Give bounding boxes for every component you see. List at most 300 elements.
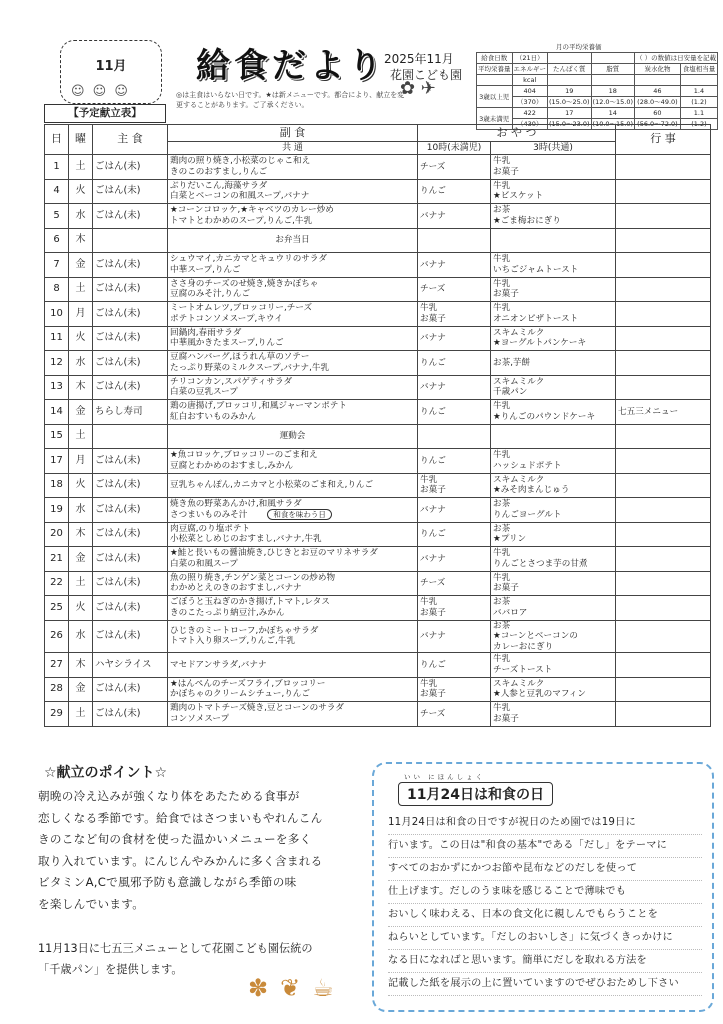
side-dish-cell-text: 紅白おすいものみかん [170,411,256,422]
day-cell [45,351,69,376]
side-dish-cell [168,204,418,229]
staple-cell-text: ごはん(未) [95,707,141,719]
snack10-cell [418,302,491,327]
side-dish-cell-text: トマト入り卵スープ,りんご,牛乳 [170,636,295,647]
snack10-cell [418,400,491,425]
staple-cell [93,302,168,327]
side-dish-cell [168,571,418,596]
snack10-cell-text: お菓子 [420,313,446,324]
nutri-value: 14 [591,108,635,119]
snack3-cell [491,498,616,523]
snack3-cell [491,351,616,376]
staple-cell [93,326,168,351]
snack3-cell-text: お茶 [493,620,511,631]
event-cell [616,547,711,572]
event-cell [616,400,711,425]
month-label: 11月 [95,59,127,74]
snack3-cell-text: お茶 [493,523,511,534]
day-cell-text: 22 [50,577,63,588]
side-dish-cell [168,653,418,678]
day-cell-text: 1 [53,160,60,172]
menu-points-line: 朝晩の冷え込みが強くなり体をあたためる食事が [38,789,300,803]
table-row [45,620,711,653]
dow-cell [69,498,93,523]
snack10-cell-text: お菓子 [420,689,446,700]
side-dish-cell [168,677,418,702]
snack3-cell-text: ★人参と豆乳のマフィン [493,689,586,700]
nutri-value: 422 [512,108,548,119]
washoku-day-panel [372,762,714,1012]
snack10-cell-text: 牛乳 [420,303,438,314]
snack10-cell [418,424,491,449]
day-cell [45,498,69,523]
staple-cell-text: ちらし寿司 [95,405,143,417]
table-row [45,677,711,702]
snack10-cell [418,179,491,204]
dow-cell-text: 火 [75,185,86,196]
day-cell-text: 27 [50,658,63,670]
day-cell-text: 12 [50,356,63,368]
side-dish-cell-text: 白菜の豆乳スープ [170,387,238,398]
nutrition-table [476,52,718,130]
snack10-cell-text: チーズ [420,708,446,719]
snack3-cell-text: 牛乳 [493,703,511,714]
col-header-staple: 主 食 [93,125,168,155]
snack3-cell-text: 牛乳 [493,278,511,289]
dow-cell [69,228,93,253]
side-dish-cell-text: 鶏肉の照り焼き,小松菜のじゃこ和え [170,156,311,167]
nutrition-caption: 月の平均栄養価 [556,43,602,51]
snack3-cell [491,179,616,204]
day-cell [45,522,69,547]
snack10-cell-text: りんご [420,455,446,466]
day-cell [45,547,69,572]
staple-cell [93,277,168,302]
day-cell [45,473,69,498]
side-dish-cell-text: ぶりだいこん,海藻サラダ [170,180,268,191]
dow-cell [69,277,93,302]
side-dish-cell [168,326,418,351]
snack10-cell-text: りんご [420,186,446,196]
page-title: 給食だより [196,46,386,86]
side-dish-cell-text: かぼちゃのクリームシチュー,りんご [170,689,310,700]
staple-cell-text: ハヤシライス [95,658,152,670]
side-dish-cell [168,302,418,327]
snack3-cell-text: スキムミルク [493,678,545,689]
snack3-cell-text: 牛乳 [493,303,511,314]
nutri-value: 46 [635,86,681,97]
side-dish-cell-text: 中華スープ,りんご [170,264,241,275]
staple-cell [93,677,168,702]
day-cell-text: 6 [53,234,60,245]
side-dish-cell-text: 豆腐ハンバーグ,ほうれん草のソテー [170,352,310,363]
snack3-cell [491,228,616,253]
table-row [45,351,711,376]
snack10-cell-text: バナナ [420,553,446,564]
nutri-ref: (1.2) [680,119,717,130]
nutri-value: 19 [548,86,592,97]
snack3-cell-text: 牛乳 [493,654,511,665]
side-dish-cell-text: きのこのおすまし,りんご [170,166,268,177]
nutri-ref: (28.0〜49.0) [635,97,681,108]
side-dish-cell-text: マセドアンサラダ,バナナ [170,659,267,670]
table-row [45,473,711,498]
washoku-line: おいしく味わえる、日本の食文化に親しんでもらうことを [388,904,702,927]
staple-cell-text: ごはん(未) [95,356,141,368]
side-dish-cell [168,400,418,425]
nutri-unit: kcal [512,75,548,86]
day-cell-text: 5 [53,209,60,221]
side-dish-cell-text: 魚の照り焼き,チンゲン菜とコーンの炒め物 [170,572,336,583]
dow-cell [69,400,93,425]
table-row [45,498,711,523]
side-dish-cell-text: コンソメスープ [170,713,230,724]
snack3-cell [491,702,616,727]
dow-cell [69,596,93,621]
day-cell [45,277,69,302]
snack10-cell [418,596,491,621]
autumn-leaves-icon: ✽❦☕ [248,974,346,1002]
nutri-row-label: 3歳以上児 [477,86,513,108]
table-row [45,424,711,449]
staple-cell-text: ごはん(未) [95,552,141,564]
snack10-cell [418,653,491,678]
menu-points-panel [18,760,358,1010]
nutri-label: 炭水化物 [635,64,681,75]
nutri-ref: （430） [512,119,548,130]
day-cell-text: 13 [50,381,63,392]
day-cell-text: 21 [50,552,63,564]
snack10-cell [418,277,491,302]
side-dish-cell-text: ポテトコンソメスープ,キウイ [170,313,283,324]
day-cell [45,204,69,229]
chitose-pan-line: 11月13日に七五三メニューとして花園こども園伝統の [38,942,313,955]
snack3-cell-text: 千歳パン [493,387,528,398]
side-dish-cell [168,155,418,180]
dow-cell [69,424,93,449]
dow-cell-text: 金 [75,405,86,417]
col-header-snack3: 3時(共通) [491,142,616,155]
snack3-cell [491,253,616,278]
side-dish-cell-text: 小松菜としめじのおすまし,バナナ,牛乳 [170,534,322,545]
snack10-cell [418,375,491,400]
table-row [45,449,711,474]
day-cell [45,620,69,653]
side-dish-cell-text: 豆腐とわかめのおすまし,みかん [170,460,294,471]
day-cell [45,302,69,327]
snack3-cell-text: ハッシュドポテト [493,460,562,471]
snack3-cell-text: カレーおにぎり [493,641,554,652]
dow-cell [69,375,93,400]
staple-cell [93,400,168,425]
dow-cell [69,326,93,351]
side-dish-cell-text: 豆腐のみそ汁,りんご [170,289,251,300]
snack10-cell-text: バナナ [420,259,446,270]
menu-points-line: 恋しくなる季節です。給食ではさつまいもやれんこん [38,810,323,825]
snack10-cell-text: バナナ [420,504,446,515]
event-cell [616,179,711,204]
table-row [45,596,711,621]
col-header-side: 副 食 [168,125,418,142]
snack3-cell-text: お菓子 [493,713,519,724]
dow-cell-text: 月 [75,307,86,319]
dow-cell-text: 月 [75,454,86,466]
snack3-cell-text: 牛乳 [493,254,511,265]
staple-cell-text: ごはん(未) [95,503,141,515]
snack10-cell [418,473,491,498]
year-month: 2025年11月 [384,52,454,66]
snack10-cell-text: チーズ [420,161,446,172]
dow-cell-text: 水 [75,503,86,515]
dow-cell-text: 水 [75,630,86,641]
nutri-label: 食塩相当量 [680,64,717,75]
snack3-cell [491,302,616,327]
staple-cell-text: ごはん(未) [95,160,141,172]
col-header-snack: お や つ [418,125,616,142]
event-cell [616,498,711,523]
dow-cell-text: 火 [75,601,86,613]
staple-cell-text: ごはん(未) [95,454,141,466]
staple-cell-text: ごはん(未) [95,307,141,319]
side-dish-cell-text: ★魚コロッケ,ブロッコリーのごま和え [170,450,318,461]
dow-cell-text: 火 [75,332,86,343]
dow-cell-text: 金 [75,683,86,694]
nutri-value: 60 [635,108,681,119]
side-dish-cell [168,620,418,653]
side-dish-cell [168,253,418,278]
side-dish-cell-text: 白菜とベーコンの和風スープ,バナナ [170,191,310,202]
snack3-cell-text: スキムミルク [493,376,545,387]
dow-cell-text: 木 [75,658,86,670]
side-dish-cell-text: きのこたっぷり納豆汁,みかん [170,607,285,618]
day-cell-text: 4 [53,185,60,196]
snack3-cell [491,547,616,572]
nutri-ref: (1.2) [680,97,717,108]
snack3-cell-text: りんごヨーグルト [493,509,562,520]
washoku-line: 11月24日は和食の日ですが祝日のため園では19日に [388,812,702,835]
origami-crane-icon: ✿ ✈ [400,78,436,99]
snack3-cell [491,653,616,678]
dow-cell [69,253,93,278]
legend-note: ◎は主食はいらない日です。★は新メニューです。都合により、献立を変更することがあります。ご了承ください。 [176,91,405,109]
event-cell [616,204,711,229]
snack10-cell-text: バナナ [420,382,446,392]
side-dish-cell-text: 鶏肉のトマトチーズ焼き,豆とコーンのサラダ [170,703,344,714]
staple-cell [93,620,168,653]
menu-points-line: 取り入れています。にんじんやみかんに多く含まれる [38,853,323,868]
day-cell-text: 29 [50,707,63,719]
nutri-value: 17 [548,108,592,119]
dow-cell-text: 土 [75,707,86,719]
nutri-ref: (56.0〜72.0) [635,119,681,130]
washoku-line: 記載した紙を展示の上に置いていますのでぜひおためし下さい [388,973,702,996]
dow-cell [69,620,93,653]
event-cell [616,155,711,180]
special-day-cell-text: 運動会 [279,431,306,441]
day-cell-text: 7 [53,258,60,270]
snack10-cell-text: 牛乳 [420,474,438,485]
col-header-event: 行 事 [616,125,711,155]
nutri-ref: (12.0〜15.0) [592,98,634,106]
day-cell [45,228,69,253]
day-cell [45,400,69,425]
menu-points-body [38,786,356,915]
snack3-cell-text: ★プリン [493,534,527,545]
day-cell [45,653,69,678]
menu-label: 【予定献立表】 [44,104,166,123]
dow-cell [69,449,93,474]
side-dish-cell [168,179,418,204]
snack3-cell [491,375,616,400]
nutri-head-note: （ ）の数値は日安量を記載 [636,54,717,62]
staple-cell [93,375,168,400]
snack10-cell [418,677,491,702]
snack10-cell [418,702,491,727]
event-cell [616,653,711,678]
day-cell [45,155,69,180]
staple-cell-text: ごはん(未) [95,283,141,294]
day-cell-text: 17 [50,454,63,466]
side-dish-cell-text: ★鮭と長いもの醤油焼き,ひじきとお豆のマリネサラダ [170,548,378,559]
snack10-cell [418,326,491,351]
nutri-label: エネルギー [513,65,546,73]
dow-cell-text: 水 [75,209,86,221]
side-dish-cell [168,596,418,621]
snack10-cell-text: お菓子 [420,607,446,618]
snack10-cell-text: お菓子 [420,485,446,496]
side-dish-cell-text: チリコンカン,スパゲティサラダ [170,376,293,387]
snack3-cell-text: 牛乳 [493,401,511,412]
nutri-value: 18 [591,86,635,97]
special-day-cell-text: お弁当日 [275,235,310,245]
nutri-row-label: 3歳未満児 [477,108,513,130]
snack10-cell-text: チーズ [420,284,446,294]
snack3-cell [491,677,616,702]
event-cell [616,253,711,278]
washoku-line: すべてのおかずにかつお節や昆布などのだしを使って [388,858,702,881]
event-cell [616,571,711,596]
children-illustration-icon: ☺︎ ☺︎ ☺︎ [71,84,130,99]
snack3-cell-text: 牛乳 [493,548,511,559]
dow-cell-text: 水 [75,356,86,368]
side-dish-cell [168,449,418,474]
staple-cell-text: ごはん(未) [95,479,141,490]
dow-cell [69,473,93,498]
staple-cell [93,571,168,596]
side-dish-cell [168,473,418,498]
snack3-cell-text: 牛乳 [493,450,511,461]
special-day-cell [168,228,418,253]
side-dish-cell-text: ミートオムレツ,ブロッコリー,チーズ [170,303,313,314]
staple-cell-text: ごはん(未) [95,185,141,196]
day-cell-text: 10 [50,307,63,319]
nutri-ref: (15.0〜23.0) [549,120,590,128]
staple-cell [93,596,168,621]
washoku-line: 行います。この日は"和食の基本"である「だし」をテーマに [388,835,702,858]
table-row [45,155,711,180]
side-dish-cell-text: 回鍋肉,春雨サラダ [170,327,242,338]
nutri-label: 脂質 [591,64,635,75]
staple-cell [93,228,168,253]
snack3-cell-text: 牛乳 [493,156,511,167]
snack3-cell-text: チーズトースト [493,664,553,675]
snack3-cell-text: ★みそ肉まんじゅう [493,485,570,496]
staple-cell [93,449,168,474]
nutri-value: 1.4 [680,86,717,97]
staple-cell [93,424,168,449]
event-cell-text: 七五三メニュー [618,406,679,417]
side-dish-cell-text: 焼き魚の野菜あんかけ,和風サラダ [170,499,302,510]
day-cell-text: 19 [50,503,63,515]
snack10-cell [418,155,491,180]
snack3-cell [491,424,616,449]
snack3-cell-text: スキムミルク [493,327,545,338]
side-dish-cell-text: 中華風かきたまスープ,りんご [170,338,284,349]
side-dish-cell-text: ごぼうと玉ねぎのかき揚げ,トマト,レタス [170,597,330,608]
snack3-cell [491,155,616,180]
month-badge [60,40,162,104]
day-cell-text: 14 [50,405,63,417]
staple-cell-text: ごはん(未) [95,601,141,613]
snack3-cell-text: オニオンピザトースト [493,313,579,324]
nutri-head-days: 給食日数 [477,53,513,64]
snack3-cell-text: 牛乳 [493,572,511,583]
dow-cell-text: 土 [75,283,86,294]
table-row [45,571,711,596]
snack10-cell [418,571,491,596]
snack3-cell-text: ★ごま梅おにぎり [493,215,561,226]
table-row [45,702,711,727]
staple-cell-text: ごはん(未) [95,381,141,392]
nutri-value: 1.1 [680,108,717,119]
table-row [45,400,711,425]
snack3-cell [491,449,616,474]
side-dish-cell [168,277,418,302]
day-cell-text: 20 [50,528,63,539]
event-cell [616,596,711,621]
dow-cell [69,653,93,678]
event-cell [616,702,711,727]
staple-cell [93,253,168,278]
menu-table [44,124,711,727]
dow-cell-text: 火 [75,479,86,490]
day-cell [45,449,69,474]
event-cell [616,449,711,474]
dow-cell [69,155,93,180]
event-cell [616,351,711,376]
event-cell [616,326,711,351]
snack10-cell-text: バナナ [420,210,446,221]
snack10-cell [418,228,491,253]
menu-points-line: を楽しんでいます。 [38,896,145,911]
washoku-day-body [388,812,702,996]
snack3-cell-text: お菓子 [493,583,519,594]
day-cell [45,326,69,351]
day-cell-text: 15 [50,430,63,441]
dow-cell-text: 土 [75,430,86,441]
side-dish-cell [168,375,418,400]
snack10-cell [418,351,491,376]
snack3-cell [491,571,616,596]
staple-cell-text: ごはん(未) [95,630,141,641]
washoku-line: なる日になればと思います。簡単にだしを取れる方法を [388,950,702,973]
side-dish-cell [168,547,418,572]
nutri-ref: （370） [512,97,548,108]
school-name: 花園こども園 [390,68,463,82]
side-dish-cell-text: たっぷり野菜のミルクスープ,バナナ,牛乳 [170,362,330,373]
staple-cell-text: ごはん(未) [95,683,141,694]
snack10-cell-text: 牛乳 [420,678,438,689]
